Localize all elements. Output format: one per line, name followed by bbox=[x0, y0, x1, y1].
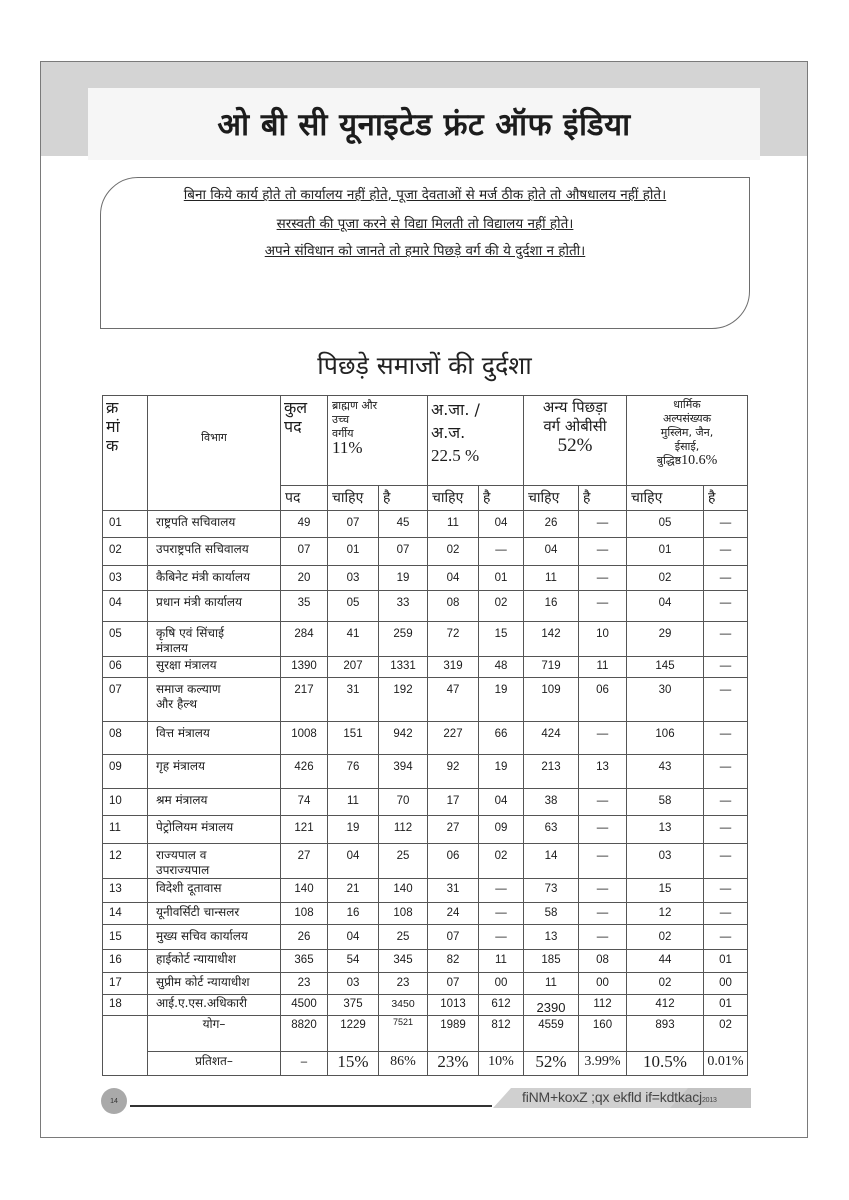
table-row: 08 वित्त मंत्रालय 1008 151 942 227 66 424 — 106 — bbox=[103, 722, 748, 755]
table-row: 10 श्रम मंत्रालय 74 11 70 17 04 38 — 58 — bbox=[103, 789, 748, 816]
footer-rule bbox=[130, 1105, 492, 1107]
header-total: कुल पद bbox=[281, 396, 328, 486]
header-row bbox=[103, 396, 748, 486]
table-row: 15 मुख्य सचिव कार्यालय 26 04 25 07 — 13 — 02 — bbox=[103, 925, 748, 950]
quote-line-1: बिना किये कार्य होते तो कार्यालय नहीं होते, पूजा देवताओं से मर्ज ठीक होते तो औषधालय नहीं होते। bbox=[183, 187, 667, 203]
table-row: 11 पेट्रोलियम मंत्रालय 121 19 112 27 09 63 — 13 — bbox=[103, 816, 748, 844]
subheader-required: चाहिए bbox=[428, 486, 479, 511]
table-row: 16 हाईकोर्ट न्यायाधीश 365 54 345 82 11 185 08 44 01 bbox=[103, 950, 748, 973]
header-obc: अन्य पिछड़ा वर्ग ओबीसी 52% bbox=[524, 396, 627, 486]
table-row: 07 समाज कल्याण और हैल्थ 217 31 192 47 19 109 06 30 — bbox=[103, 678, 748, 722]
data-table bbox=[102, 395, 748, 1076]
table-row: 09 गृह मंत्रालय 426 76 394 92 19 213 13 43 — bbox=[103, 755, 748, 789]
header-sr: क्र मां क bbox=[103, 396, 148, 511]
footer-text: fiNM+koxZ ;qx ekfld if=kdtkacj2013 bbox=[522, 1089, 717, 1105]
header-minority: धार्मिक अल्पसंख्यक मुस्लिम, जैन, ईसाई, बुद्धिष्ठ10.6% bbox=[627, 396, 748, 486]
table-row: 05 कृषि एवं सिंचाई मंत्रालय 284 41 259 72 15 142 10 29 — bbox=[103, 622, 748, 657]
table-row: 06 सुरक्षा मंत्रालय 1390 207 1331 319 48 719 11 145 — bbox=[103, 657, 748, 678]
page-number: 14 bbox=[110, 1097, 118, 1105]
percent-label: प्रतिशत– bbox=[148, 1052, 281, 1076]
header-scst: अ.जा. / अ.ज. 22.5 % bbox=[428, 396, 524, 486]
table-row: 02 उपराष्ट्रपति सचिवालय 07 01 07 02 — 04 — 01 — bbox=[103, 538, 748, 566]
title-box bbox=[88, 88, 760, 160]
subheader-required: चाहिए bbox=[328, 486, 379, 511]
quote-box bbox=[100, 177, 750, 329]
quote-line-3: अपने संविधान को जानते तो हमारे पिछड़े वर्ग की ये दुर्दशा न होती। bbox=[264, 243, 586, 259]
subheader-required: चाहिए bbox=[627, 486, 704, 511]
subheader-actual: है bbox=[479, 486, 524, 511]
header-brahmin: ब्राह्मण और उच्च वर्गीय 11% bbox=[328, 396, 428, 486]
subheader-required: चाहिए bbox=[524, 486, 579, 511]
table-row: 04 प्रधान मंत्री कार्यालय 35 05 33 08 02 16 — 04 — bbox=[103, 591, 748, 622]
page-number-badge bbox=[101, 1088, 127, 1114]
quote-line-2: सरस्वती की पूजा करने से विद्या मिलती तो विद्यालय नहीं होते। bbox=[276, 216, 574, 232]
total-label: योग– bbox=[148, 1016, 281, 1052]
page-title: ओ बी सी यूनाइटेड फ्रंट ऑफ इंडिया bbox=[217, 107, 631, 143]
table-row: 18 आई.ए.एस.अधिकारी 4500 375 3450 1013 612 2390 112 412 01 bbox=[103, 995, 748, 1016]
subheader-actual: है bbox=[579, 486, 627, 511]
subheader-actual: है bbox=[704, 486, 748, 511]
table-row: 03 कैबिनेट मंत्री कार्यालय 20 03 19 04 01 11 — 02 — bbox=[103, 566, 748, 591]
table-row: 14 यूनीवर्सिटी चान्सलर 108 16 108 24 — 58 — 12 — bbox=[103, 903, 748, 925]
total-row: योग– 8820 1229 7521 1989 812 4559 160 893 02 bbox=[103, 1016, 748, 1052]
table-row: 12 राज्यपाल व उपराज्यपाल 27 04 25 06 02 14 — 03 — bbox=[103, 844, 748, 879]
subheader-actual: है bbox=[379, 486, 428, 511]
table-row: 13 विदेशी दूतावास 140 21 140 31 — 73 — 15 — bbox=[103, 879, 748, 903]
percent-row: प्रतिशत– – 15% 86% 23% 10% 52% 3.99% 10.5% 0.01% bbox=[103, 1052, 748, 1076]
header-department: विभाग bbox=[148, 396, 281, 511]
table-row: 17 सुप्रीम कोर्ट न्यायाधीश 23 03 23 07 00 11 00 02 00 bbox=[103, 973, 748, 995]
subheader-posts: पद bbox=[281, 486, 328, 511]
section-title: पिछड़े समाजों की दुर्दशा bbox=[317, 351, 532, 380]
table-row: 01 राष्ट्रपति सचिवालय 49 07 45 11 04 26 — 05 — bbox=[103, 511, 748, 538]
